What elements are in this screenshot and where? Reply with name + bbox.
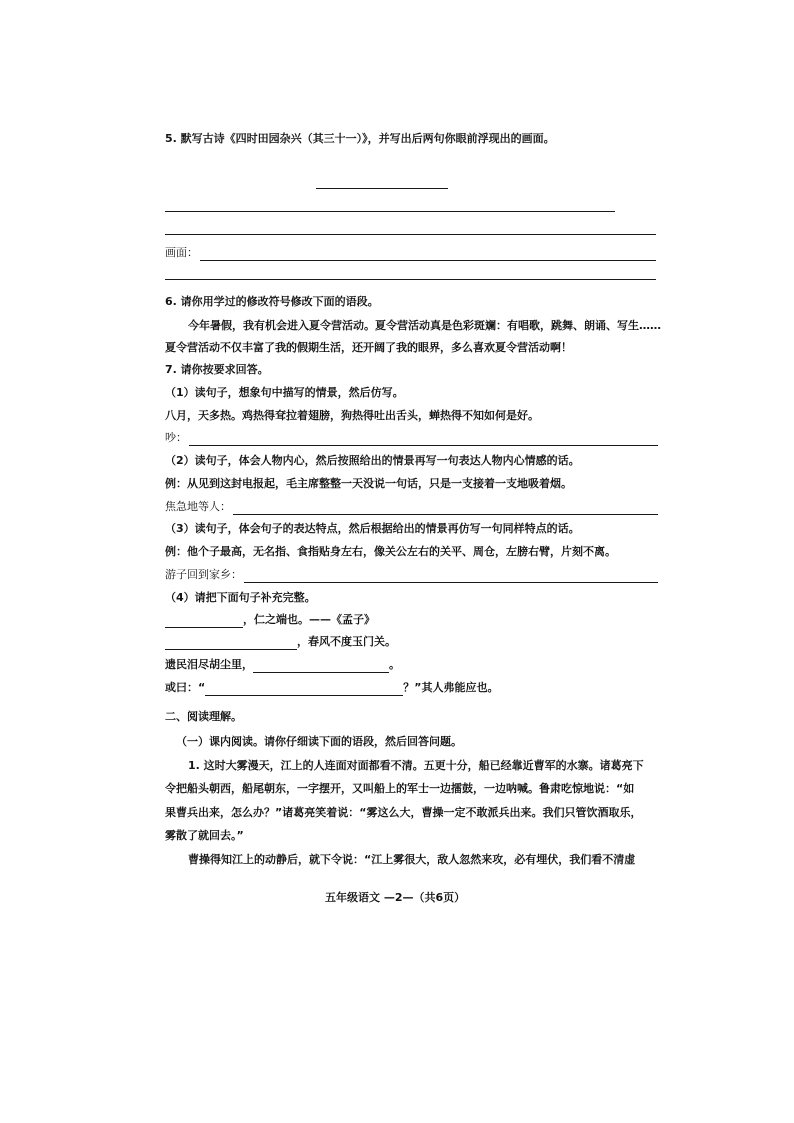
reading-para-1-line-1: 1. 这时大雾漫天，江上的人连面对面都看不清。五更十分，船已经靠近曹军的水寨。诸葛亮下 xyxy=(188,759,644,772)
q7-2-answer-row xyxy=(165,499,658,515)
q7-4-blank-3[interactable] xyxy=(253,660,389,673)
q6-passage-line-1: 今年暑假，我有机会进入夏令营活动。夏令营活动真是色彩斑斓：有唱歌，跳舞、朗诵、写生…… xyxy=(188,319,661,332)
section-2-subheading: （一）课内阅读。请你仔细读下面的语段，然后回答问题。 xyxy=(176,735,462,748)
q7-4-blank-1[interactable] xyxy=(165,615,243,628)
poem-title-blank[interactable] xyxy=(316,188,448,189)
q7-2-answer-blank[interactable] xyxy=(233,502,658,515)
q6-passage-line-2: 夏令营活动不仅丰富了我的假期生活，还开阔了我的眼界，多么喜欢夏令营活动啊！ xyxy=(165,341,572,354)
reading-para-1-line-3: 果曹兵出来，怎么办？”诸葛亮笑着说：“雾这么大，曹操一定不敢派兵出来。我们只管饮酒取乐， xyxy=(165,806,642,819)
q5-prompt: 5. 默写古诗《四时田园杂兴（其三十一）》，并写出后两句你眼前浮现出的画面。 xyxy=(165,132,555,145)
picture-answer-blank-2[interactable] xyxy=(165,279,656,280)
q7-3-answer-row xyxy=(165,567,658,583)
q7-4-line-3 xyxy=(165,657,400,673)
q7-4-line-2-text: ，春风不度玉门关。 xyxy=(297,635,396,648)
q7-2-answer-label: 焦急地等人： xyxy=(165,500,231,513)
q7-4-line-4-prefix: 或曰：“ xyxy=(165,681,206,694)
q7-3-example: 例：他个子最高，无名指、食指贴身左右，像关公左右的关平、周仓，左膀右臂，片刻不离。 xyxy=(165,545,616,558)
q7-3-instruction: （3）读句子，体会句子的表达特点，然后根据给出的情景再仿写一句同样特点的话。 xyxy=(165,522,580,535)
q7-4-line-1-text: ，仁之端也。——《孟子》 xyxy=(243,613,375,626)
page-footer: 五年级语文 —2—（共6页） xyxy=(325,891,466,904)
section-2-heading: 二、阅读理解。 xyxy=(165,710,242,723)
q7-1-answer-label: 吵： xyxy=(165,431,187,444)
poem-line-blank-1[interactable] xyxy=(165,211,615,212)
q7-prompt: 7. 请你按要求回答。 xyxy=(165,363,269,376)
reading-para-1-line-4: 雾散了就回去。” xyxy=(165,829,244,842)
reading-para-1-line-2: 令把船头朝西，船尾朝东，一字摆开，又叫船上的军士一边擂鼓，一边呐喊。鲁肃吃惊地说：“如 xyxy=(165,782,635,795)
q7-4-line-1 xyxy=(165,612,375,628)
q7-4-blank-4[interactable] xyxy=(205,683,403,696)
q7-3-answer-label: 游子回到家乡： xyxy=(165,568,242,581)
picture-label: 画面： xyxy=(165,246,198,259)
reading-para-2-line-1: 曹操得知江上的动静后，就下令说：“江上雾很大，敌人忽然来攻，必有埋伏，我们看不清虚 xyxy=(188,853,636,866)
q7-3-answer-blank[interactable] xyxy=(244,570,658,583)
q7-4-line-4 xyxy=(165,680,498,696)
q7-4-line-3-prefix: 遗民泪尽胡尘里， xyxy=(165,658,253,671)
q7-1-example: 八月，天多热。鸡热得耷拉着翅膀，狗热得吐出舌头，蝉热得不知如何是好。 xyxy=(165,409,539,422)
poem-line-blank-2[interactable] xyxy=(165,234,656,235)
q7-4-blank-2[interactable] xyxy=(165,637,297,650)
q7-2-example: 例：从见到这封电报起，毛主席整整一天没说一句话，只是一支接着一支地吸着烟。 xyxy=(165,477,572,490)
q7-4-line-2 xyxy=(165,634,396,650)
q7-4-line-3-suffix: 。 xyxy=(389,658,400,671)
q7-4-line-4-suffix: ？”其人弗能应也。 xyxy=(403,681,499,694)
q6-prompt: 6. 请你用学过的修改符号修改下面的语段。 xyxy=(165,295,379,308)
picture-answer-blank[interactable] xyxy=(200,248,656,261)
q7-4-instruction: （4）请把下面句子补充完整。 xyxy=(165,591,316,604)
q7-2-instruction: （2）读句子，体会人物内心，然后按照给出的情景再写一句表达人物内心情感的话。 xyxy=(165,454,580,467)
q7-1-answer-row xyxy=(165,430,658,446)
q7-1-answer-blank[interactable] xyxy=(189,433,658,446)
picture-answer-row xyxy=(165,245,656,261)
q7-1-instruction: （1）读句子，想象句中描写的情景，然后仿写。 xyxy=(165,386,404,399)
